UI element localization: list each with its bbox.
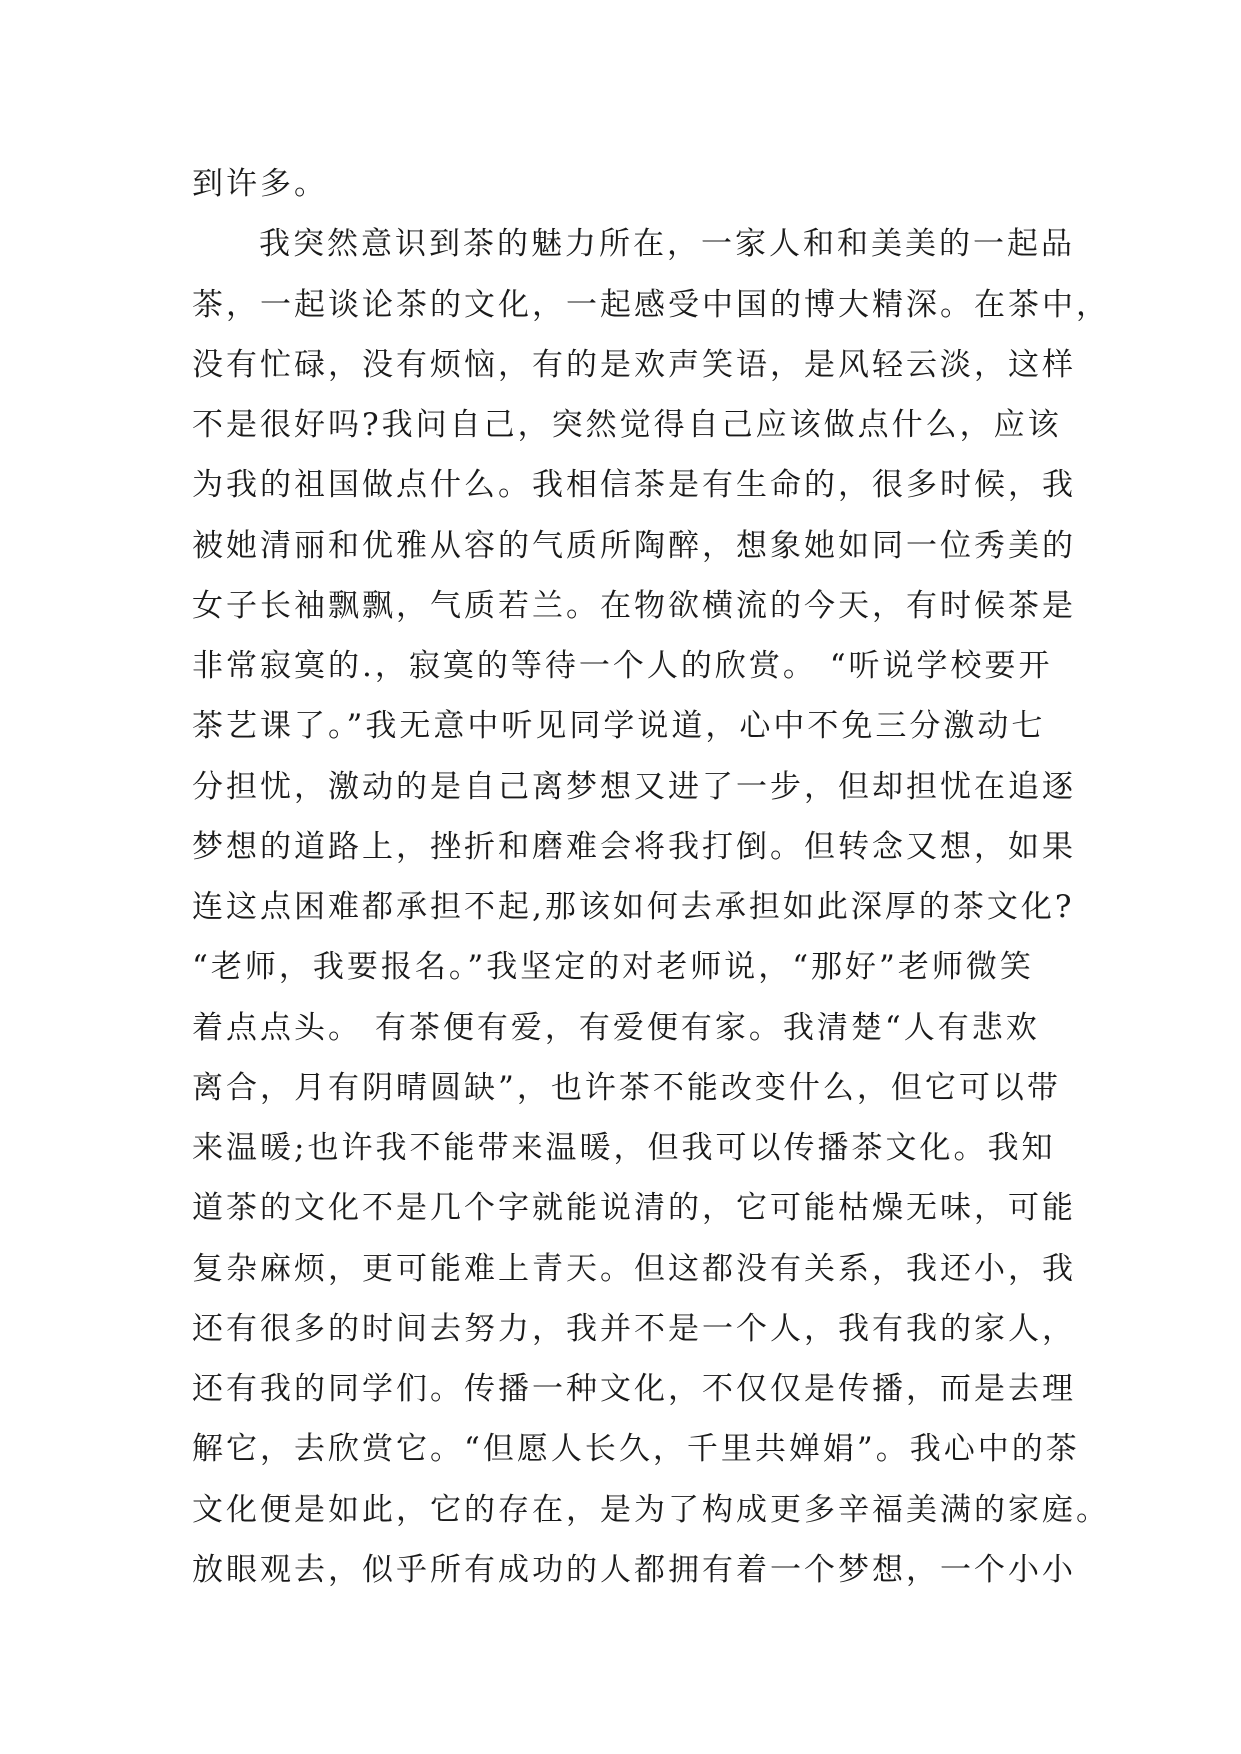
text-line: 不是很好吗?我问自己，突然觉得自己应该做点什么，应该 <box>192 407 1062 443</box>
text-line: 复杂麻烦，更可能难上青天。但这都没有关系，我还小，我 <box>192 1250 1076 1287</box>
text-line: 文化便是如此，它的存在，是为了构成更多辛福美满的家庭。 <box>192 1491 1110 1528</box>
text-line: 为我的祖国做点什么。我相信茶是有生命的，很多时候，我 <box>192 467 1076 504</box>
text-line: 没有忙碌，没有烦恼，有的是欢声笑语，是风轻云淡，这样 <box>192 346 1076 383</box>
text-line: 女子长袖飘飘，气质若兰。在物欲横流的今天，有时候茶是 <box>192 587 1076 624</box>
text-line: 还有我的同学们。传播一种文化，不仅仅是传播，而是去理 <box>192 1371 1076 1407</box>
text-line: 被她清丽和优雅从容的气质所陶醉，想象她如同一位秀美的 <box>192 527 1076 564</box>
text-line: 来温暖;也许我不能带来温暖，但我可以传播茶文化。我知 <box>192 1130 1056 1166</box>
text-line: 离合，月有阴晴圆缺”，也许茶不能改变什么，但它可以带 <box>192 1069 1061 1106</box>
text-line: 解它，去欣赏它。“但愿人长久，千里共婵娟”。我心中的茶 <box>192 1431 1080 1468</box>
text-line: 梦想的道路上，挫折和磨难会将我打倒。但转念又想，如果 <box>192 828 1076 865</box>
text-line: 分担忧，激动的是自己离梦想又进了一步，但却担忧在追逐 <box>192 768 1076 805</box>
text-line: 连这点困难都承担不起,那该如何去承担如此深厚的茶文化? <box>192 889 1075 925</box>
text-line: 到许多。 <box>192 166 328 202</box>
text-line: “老师，我要报名。”我坚定的对老师说，“那好”老师微笑 <box>192 949 1034 986</box>
text-line: 着点点头。 有茶便有爱，有爱便有家。我清楚“人有悲欢 <box>192 1009 1040 1046</box>
text-line: 茶，一起谈论茶的文化，一起感受中国的博大精深。在茶中， <box>192 286 1110 323</box>
paragraph-first-line: 我突然意识到茶的魅力所在，一家人和和美美的一起品 <box>259 226 1075 263</box>
text-line: 茶艺课了。”我无意中听见同学说道，心中不免三分激动七 <box>192 708 1046 745</box>
text-line: 放眼观去，似乎所有成功的人都拥有着一个梦想，一个小小 <box>192 1551 1076 1588</box>
text-line: 非常寂寞的.，寂寞的等待一个人的欣赏。 “听说学校要开 <box>192 648 1053 684</box>
text-line: 道茶的文化不是几个字就能说清的，它可能枯燥无味，可能 <box>192 1190 1076 1227</box>
essay-body <box>192 154 1110 1600</box>
text-line: 还有很多的时间去努力，我并不是一个人，我有我的家人， <box>192 1310 1076 1347</box>
